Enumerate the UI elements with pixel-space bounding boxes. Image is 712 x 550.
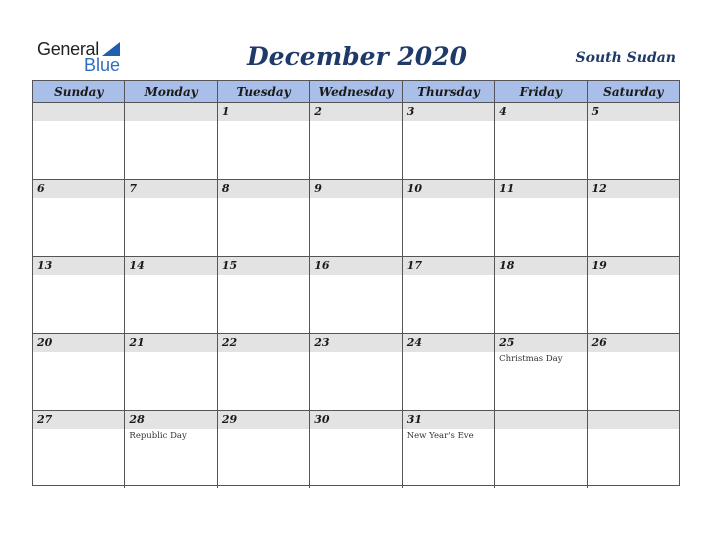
day-cell [403, 411, 495, 488]
day-number: 3 [406, 105, 415, 118]
day-cell [125, 334, 217, 411]
day-cell [125, 103, 217, 180]
day-number: 31 [406, 413, 422, 426]
day-cell [403, 103, 495, 180]
day-cell [218, 334, 310, 411]
day-number: 30 [314, 413, 330, 426]
day-number: 2 [314, 105, 322, 118]
week-row [33, 257, 679, 334]
day-cell [33, 180, 125, 257]
day-cell [495, 180, 587, 257]
day-number: 6 [37, 182, 45, 195]
day-cell [588, 257, 679, 334]
day-cell [310, 180, 402, 257]
day-number: 15 [221, 259, 238, 272]
day-number: 18 [499, 259, 515, 272]
day-number: 13 [37, 259, 53, 272]
day-number-bar [403, 103, 494, 121]
logo-blue-text: Blue [84, 55, 121, 75]
day-cell [588, 180, 679, 257]
day-number: 17 [406, 259, 422, 272]
day-number: 28 [129, 413, 145, 426]
day-cell [218, 257, 310, 334]
day-cell [33, 257, 125, 334]
day-cell [310, 334, 402, 411]
weekday-monday: Monday [125, 81, 217, 103]
day-number-bar [588, 411, 679, 429]
holiday-label: Republic Day [129, 431, 187, 441]
day-number-bar [218, 103, 309, 121]
day-number: 29 [221, 413, 238, 426]
day-number-bar [125, 103, 216, 121]
day-number: 4 [499, 105, 507, 118]
day-cell [125, 411, 217, 488]
week-row [33, 411, 679, 488]
weekday-wednesday: Wednesday [310, 81, 402, 103]
day-number: 7 [129, 182, 138, 195]
day-cell [33, 334, 125, 411]
day-number: 1 [221, 105, 230, 118]
day-number-bar [495, 411, 586, 429]
day-number: 25 [499, 336, 515, 349]
day-number: 27 [37, 413, 53, 426]
day-number: 14 [129, 259, 145, 272]
week-row [33, 103, 679, 180]
day-cell [310, 103, 402, 180]
day-number: 16 [314, 259, 330, 272]
week-row [33, 334, 679, 411]
day-cell [403, 334, 495, 411]
day-cell [588, 103, 679, 180]
day-cell [495, 103, 587, 180]
day-cell [310, 411, 402, 488]
day-cell [218, 180, 310, 257]
holiday-label: Christmas Day [499, 354, 563, 364]
day-cell [495, 411, 587, 488]
day-number: 9 [314, 182, 322, 195]
day-number: 11 [499, 182, 515, 195]
day-number-bar [33, 103, 124, 121]
weekday-thursday: Thursday [403, 81, 495, 103]
day-number-bar [218, 180, 309, 198]
day-number: 19 [591, 259, 607, 272]
day-number-bar [125, 180, 216, 198]
day-cell [495, 334, 587, 411]
day-cell [125, 257, 217, 334]
day-number: 22 [221, 336, 238, 349]
weekday-friday: Friday [495, 81, 587, 103]
country-name: South Sudan [575, 50, 676, 66]
weekday-saturday: Saturday [588, 81, 679, 103]
day-number-bar [310, 103, 401, 121]
day-number: 20 [37, 336, 53, 349]
day-cell [588, 411, 679, 488]
day-cell [33, 103, 125, 180]
generalblue-logo [37, 38, 127, 74]
day-number: 24 [406, 336, 422, 349]
day-cell [588, 334, 679, 411]
day-cell [495, 257, 587, 334]
weekday-tuesday: Tuesday [218, 81, 310, 103]
day-number-bar [310, 180, 401, 198]
day-cell [403, 257, 495, 334]
day-number: 21 [129, 336, 145, 349]
day-cell [218, 103, 310, 180]
day-number: 5 [591, 105, 600, 118]
day-number-bar [495, 103, 586, 121]
day-number: 26 [591, 336, 607, 349]
day-number: 8 [221, 182, 230, 195]
weekday-header-row [33, 81, 679, 103]
holiday-label: New Year's Eve [406, 431, 474, 441]
day-number-bar [33, 180, 124, 198]
weekday-sunday: Sunday [33, 81, 125, 103]
calendar-grid [32, 80, 680, 486]
day-cell [33, 411, 125, 488]
day-number-bar [588, 103, 679, 121]
calendar-title: December 2020 [246, 42, 467, 71]
day-number: 12 [591, 182, 607, 195]
day-number: 23 [314, 336, 330, 349]
logo-general-text: General [37, 39, 99, 59]
week-row [33, 180, 679, 257]
day-cell [310, 257, 402, 334]
day-number: 10 [406, 182, 422, 195]
day-cell [218, 411, 310, 488]
day-cell [403, 180, 495, 257]
day-cell [125, 180, 217, 257]
